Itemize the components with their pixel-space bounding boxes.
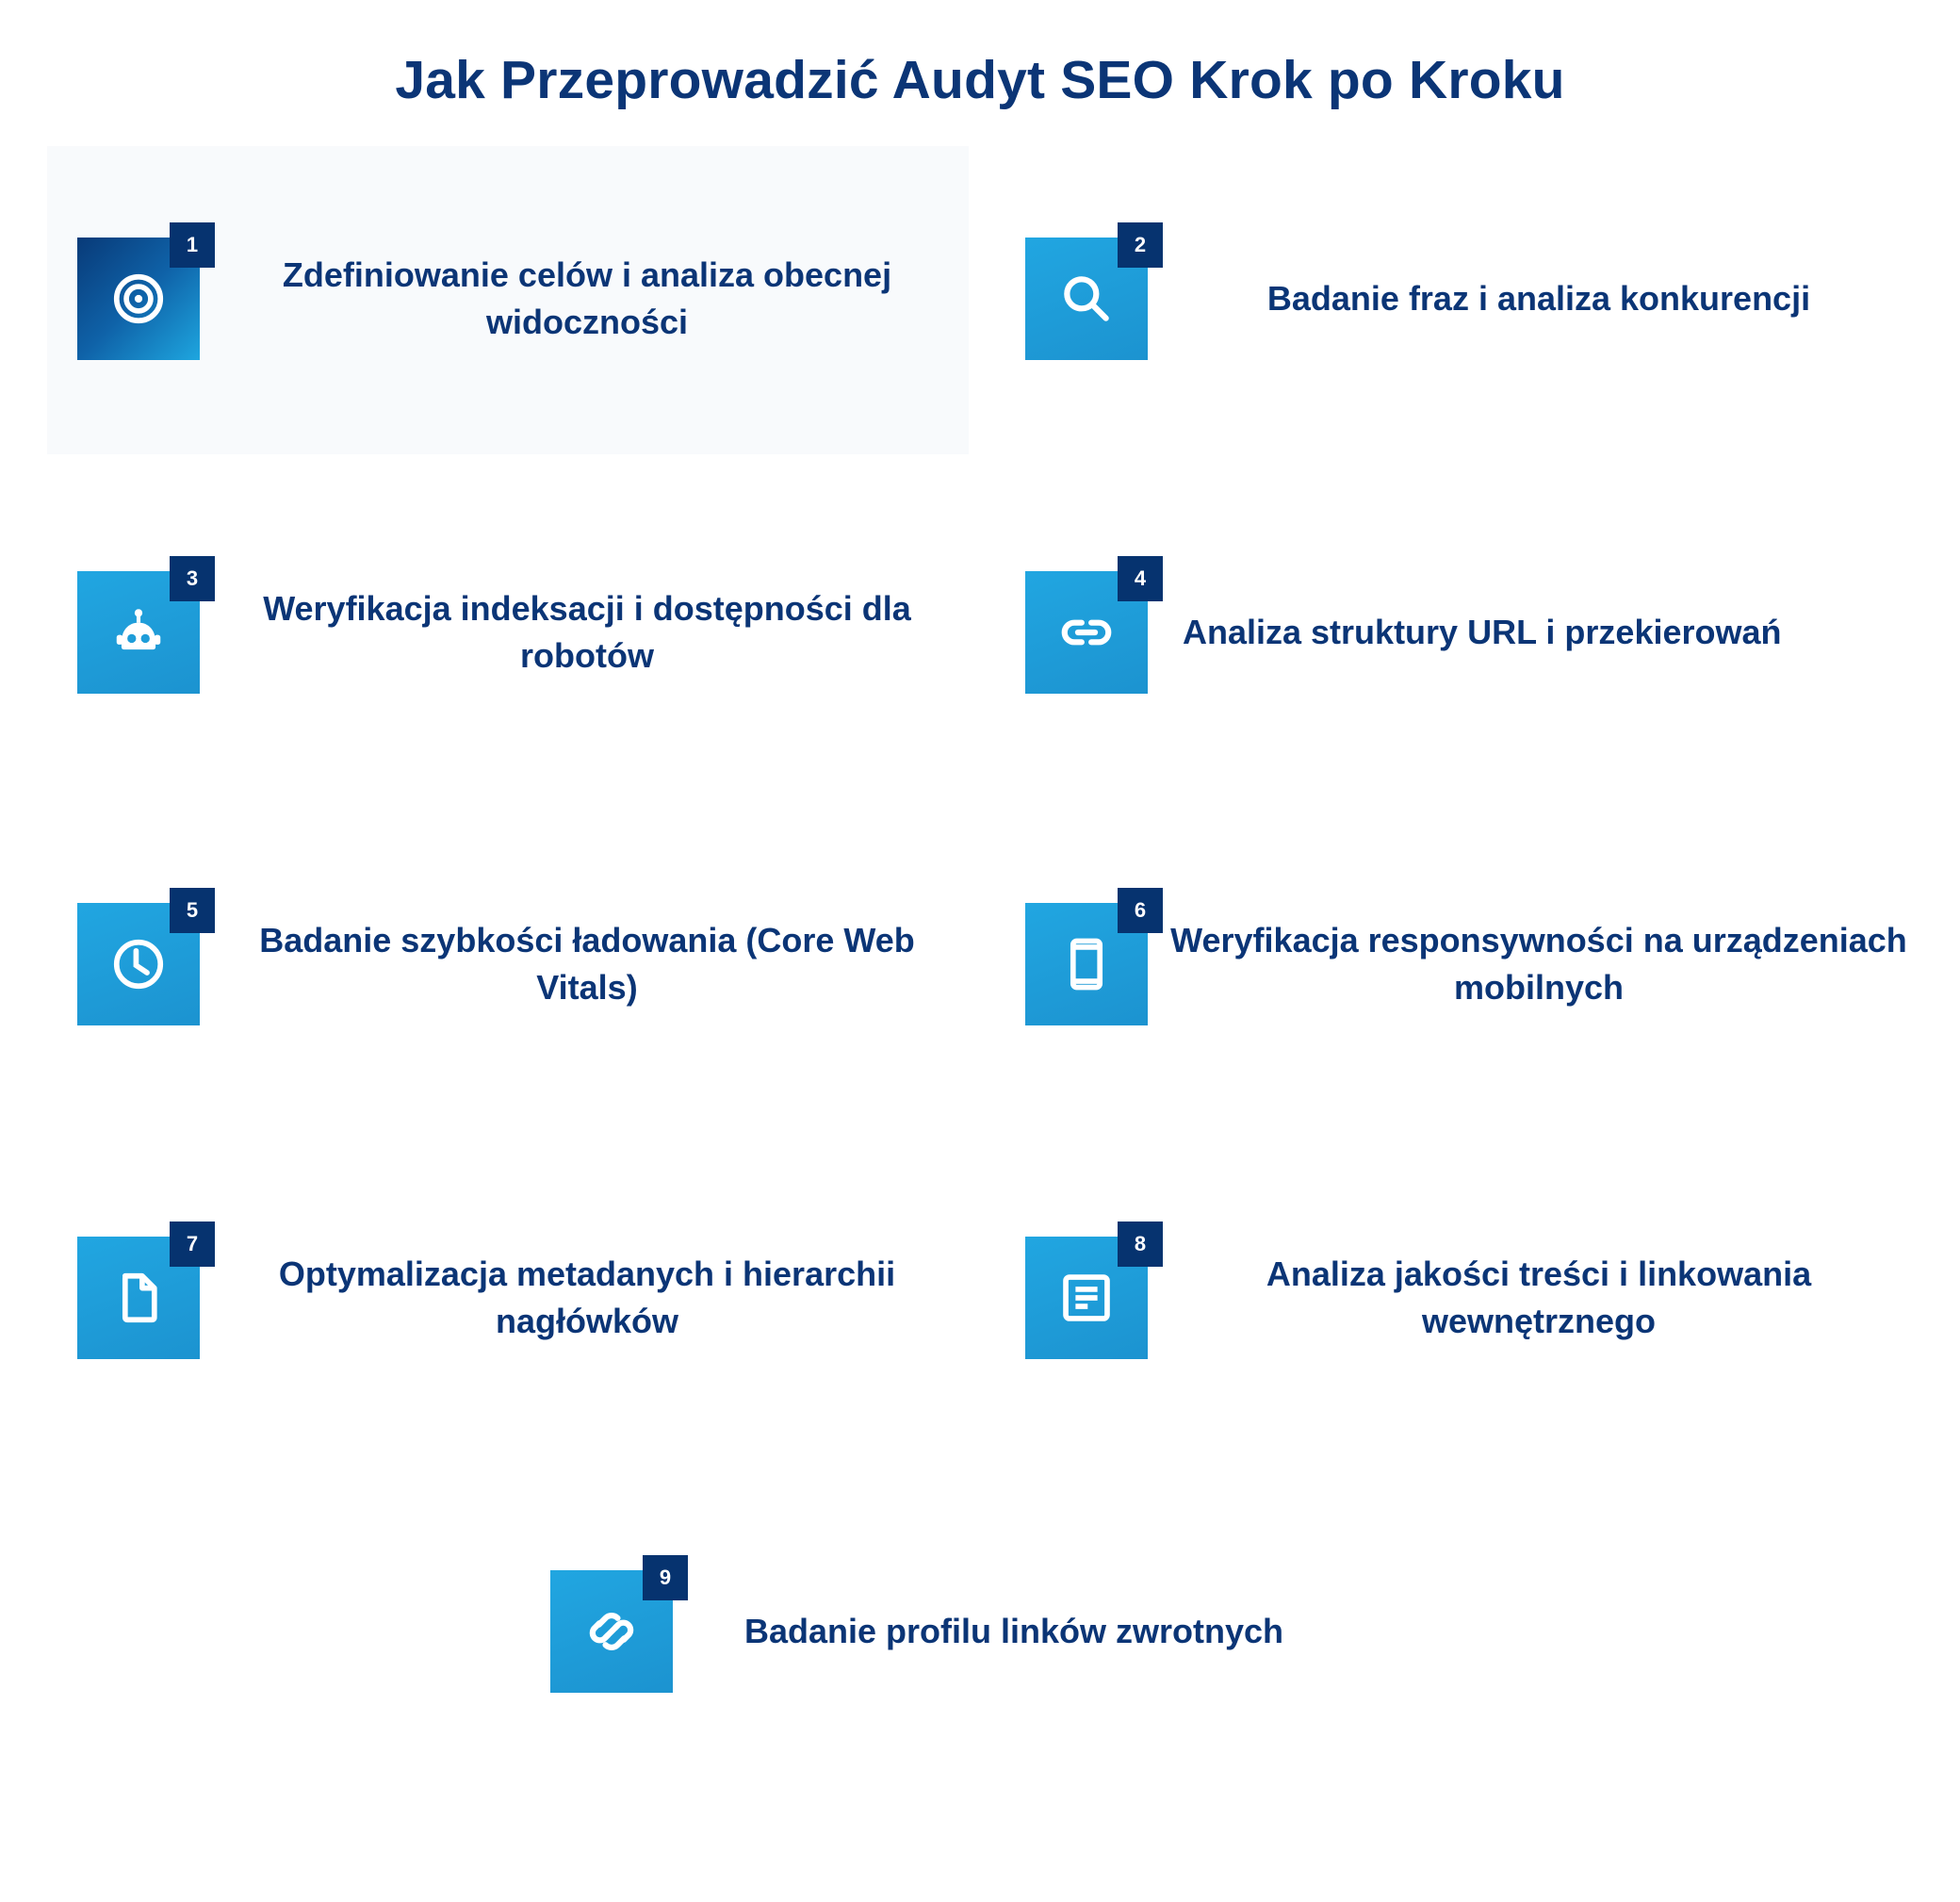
step-8[interactable] <box>1025 1222 1920 1359</box>
step-7[interactable] <box>77 1222 972 1359</box>
step-1[interactable] <box>77 222 972 360</box>
step-number-badge: 4 <box>1118 556 1163 601</box>
link-icon <box>1057 603 1116 662</box>
step-label: Badanie fraz i analiza konkurencji <box>1266 279 1811 318</box>
step-5[interactable] <box>77 888 972 1025</box>
step-label: Badanie szybkości ładowania (Core Web Vitals) <box>259 921 915 1007</box>
step-label: Analiza struktury URL i przekierowań <box>1183 613 1782 651</box>
step-number-badge: 9 <box>643 1555 688 1600</box>
robot-icon <box>109 603 168 662</box>
smartphone-icon <box>1057 935 1116 993</box>
step-label: Badanie profilu linków zwrotnych <box>744 1612 1284 1650</box>
step-number-badge: 5 <box>170 888 215 933</box>
step-number-badge: 7 <box>170 1222 215 1267</box>
step-number-badge: 6 <box>1118 888 1163 933</box>
chain-link-icon <box>582 1602 641 1661</box>
step-label: Optymalizacja metadanych i hierarchii nagłówków <box>278 1254 896 1340</box>
article-icon <box>1057 1269 1116 1327</box>
step-number-badge: 1 <box>170 222 215 268</box>
step-label: Analiza jakości treści i linkowania wewnętrznego <box>1266 1254 1812 1340</box>
step-3[interactable] <box>77 556 972 694</box>
target-icon <box>109 270 168 328</box>
step-9[interactable] <box>550 1555 1455 1693</box>
page-title: Jak Przeprowadzić Audyt SEO Krok po Kroku <box>395 50 1565 110</box>
clock-icon <box>109 935 168 993</box>
step-label: Weryfikacja indeksacji i dostępności dla robotów <box>263 589 911 675</box>
step-4[interactable] <box>1025 556 1920 694</box>
step-number-badge: 2 <box>1118 222 1163 268</box>
document-icon <box>109 1269 168 1327</box>
step-6[interactable] <box>1025 888 1920 1025</box>
step-label: Zdefiniowanie celów i analiza obecnej widoczności <box>282 255 892 341</box>
step-number-badge: 3 <box>170 556 215 601</box>
step-2[interactable] <box>1025 222 1920 360</box>
step-number-badge: 8 <box>1118 1222 1163 1267</box>
search-icon <box>1057 270 1116 328</box>
step-label: Weryfikacja responsywności na urządzeniach mobilnych <box>1170 921 1907 1007</box>
